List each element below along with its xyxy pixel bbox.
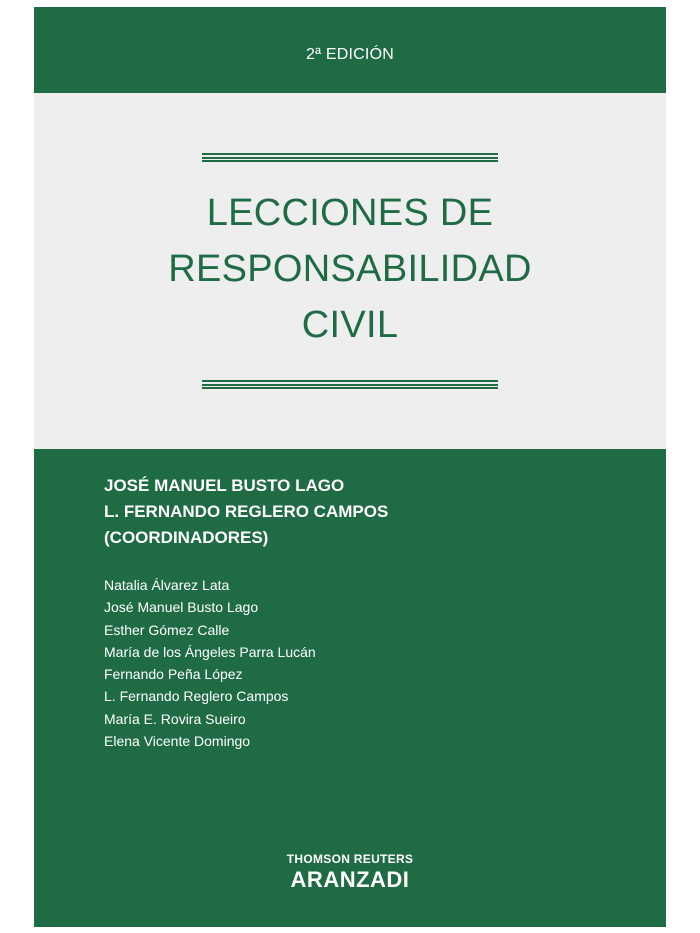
top-double-rule: [202, 153, 498, 162]
bottom-double-rule: [202, 380, 498, 389]
publisher-line-2: ARANZADI: [290, 867, 410, 892]
coordinators-block: [104, 473, 388, 551]
author-name: José Manuel Busto Lago: [104, 599, 259, 616]
publisher-line-1: THOMSON REUTERS: [286, 852, 414, 866]
edition-label: 2ª EDICIÓN: [306, 46, 394, 63]
title-line: LECCIONES DE: [206, 192, 494, 234]
book-cover: [34, 7, 666, 927]
coordinator-name: L. FERNANDO REGLERO CAMPOS: [104, 502, 389, 521]
book-title: [34, 185, 666, 353]
author-name: L. Fernando Reglero Campos: [104, 688, 289, 705]
author-name: Natalia Álvarez Lata: [104, 577, 230, 593]
author-name: Elena Vicente Domingo: [104, 733, 251, 750]
author-name: Esther Gómez Calle: [104, 621, 230, 638]
coordinators-label: (COORDINADORES): [104, 528, 269, 547]
author-name: Fernando Peña López: [104, 666, 243, 683]
title-line: RESPONSABILIDAD: [168, 248, 532, 290]
coordinator-name: JOSÉ MANUEL BUSTO LAGO: [104, 476, 345, 495]
publisher-logo: [34, 851, 666, 893]
author-name: María E. Rovira Sueiro: [104, 710, 246, 727]
authors-list: [104, 574, 316, 752]
author-name: María de los Ángeles Parra Lucán: [104, 643, 316, 660]
title-band: [34, 93, 666, 449]
title-line: CIVIL: [301, 304, 399, 346]
